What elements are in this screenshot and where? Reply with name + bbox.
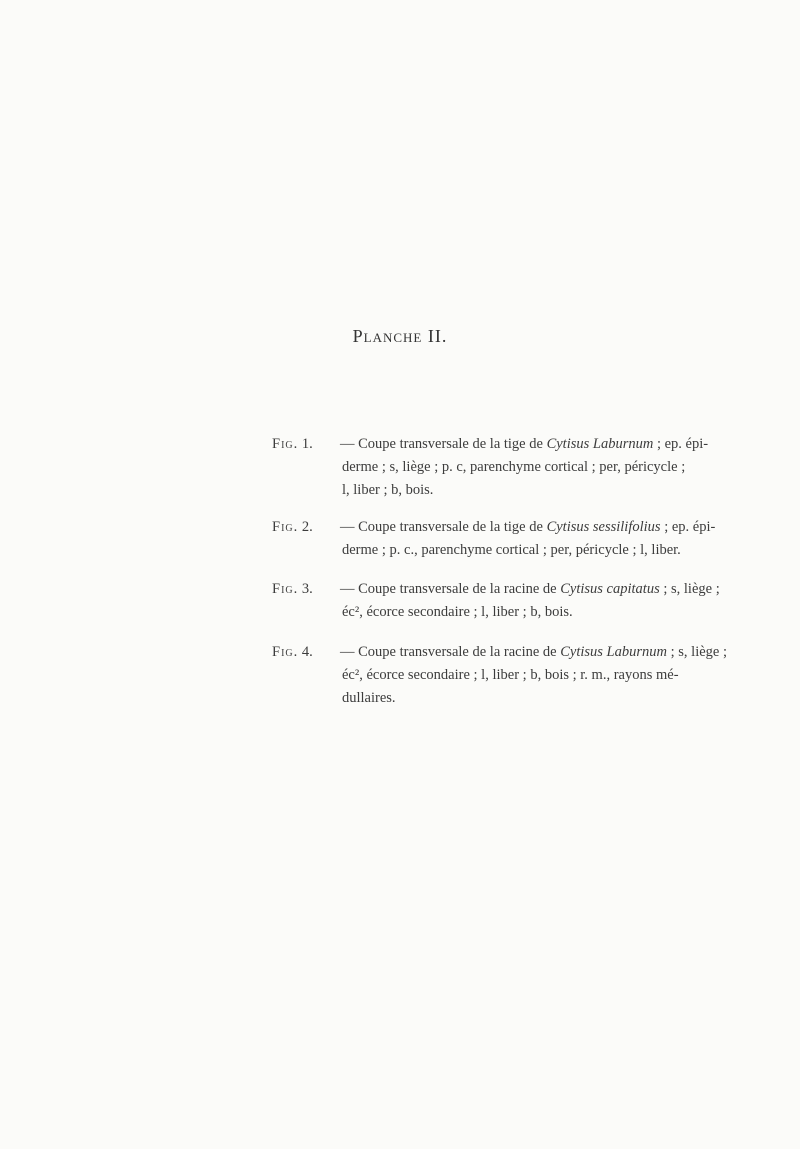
figure-heading bbox=[272, 578, 313, 601]
figure-caption-4 bbox=[272, 641, 742, 710]
caption-line: éc², écorce secondaire ; l, liber ; b, bois ; r. m., rayons mé- bbox=[342, 667, 679, 683]
species-name: Cytisus capitatus bbox=[560, 581, 660, 597]
figure-heading bbox=[272, 433, 313, 456]
species-name: Cytisus Laburnum bbox=[560, 644, 667, 660]
figure-number: 4. bbox=[301, 644, 313, 660]
caption-text: — Coupe transversale de la racine de bbox=[340, 644, 561, 660]
figure-label: Fig. bbox=[272, 519, 299, 535]
caption-line: dullaires. bbox=[342, 690, 396, 706]
caption-line bbox=[272, 433, 742, 456]
figure-number: 2. bbox=[301, 519, 313, 535]
caption-text: — Coupe transversale de la tige de bbox=[340, 519, 547, 535]
caption-line bbox=[272, 578, 742, 601]
species-name: Cytisus Laburnum bbox=[546, 436, 654, 452]
plate-title: Planche II. bbox=[352, 326, 448, 346]
caption-text: — Coupe transversale de la racine de bbox=[340, 581, 561, 597]
figure-caption-2 bbox=[272, 516, 742, 562]
caption-line: éc², écorce secondaire ; l, liber ; b, bois. bbox=[342, 604, 573, 620]
figure-label: Fig. bbox=[272, 436, 299, 452]
species-name: Cytisus sessilifolius bbox=[546, 519, 661, 535]
figure-caption-1 bbox=[272, 433, 742, 502]
caption-text: ; s, liège ; bbox=[667, 644, 728, 660]
caption-text: — Coupe transversale de la tige de bbox=[340, 436, 547, 452]
caption-line bbox=[272, 516, 742, 539]
figure-label: Fig. bbox=[272, 644, 299, 660]
figure-label: Fig. bbox=[272, 581, 299, 597]
figure-number: 3. bbox=[301, 581, 313, 597]
caption-line: l, liber ; b, bois. bbox=[342, 482, 434, 498]
figure-heading bbox=[272, 516, 313, 539]
caption-text: ; s, liège ; bbox=[659, 581, 720, 597]
figure-caption-3 bbox=[272, 578, 742, 624]
caption-text: ; ep. épi- bbox=[660, 519, 716, 535]
caption-line bbox=[272, 641, 742, 664]
caption-line: derme ; s, liège ; p. c, parenchyme cortical ; per, péricycle ; bbox=[342, 459, 686, 475]
figure-heading bbox=[272, 641, 313, 664]
figure-number: 1. bbox=[301, 436, 313, 452]
caption-line: derme ; p. c., parenchyme cortical ; per, péricycle ; l, liber. bbox=[342, 542, 681, 558]
caption-text: ; ep. épi- bbox=[653, 436, 709, 452]
